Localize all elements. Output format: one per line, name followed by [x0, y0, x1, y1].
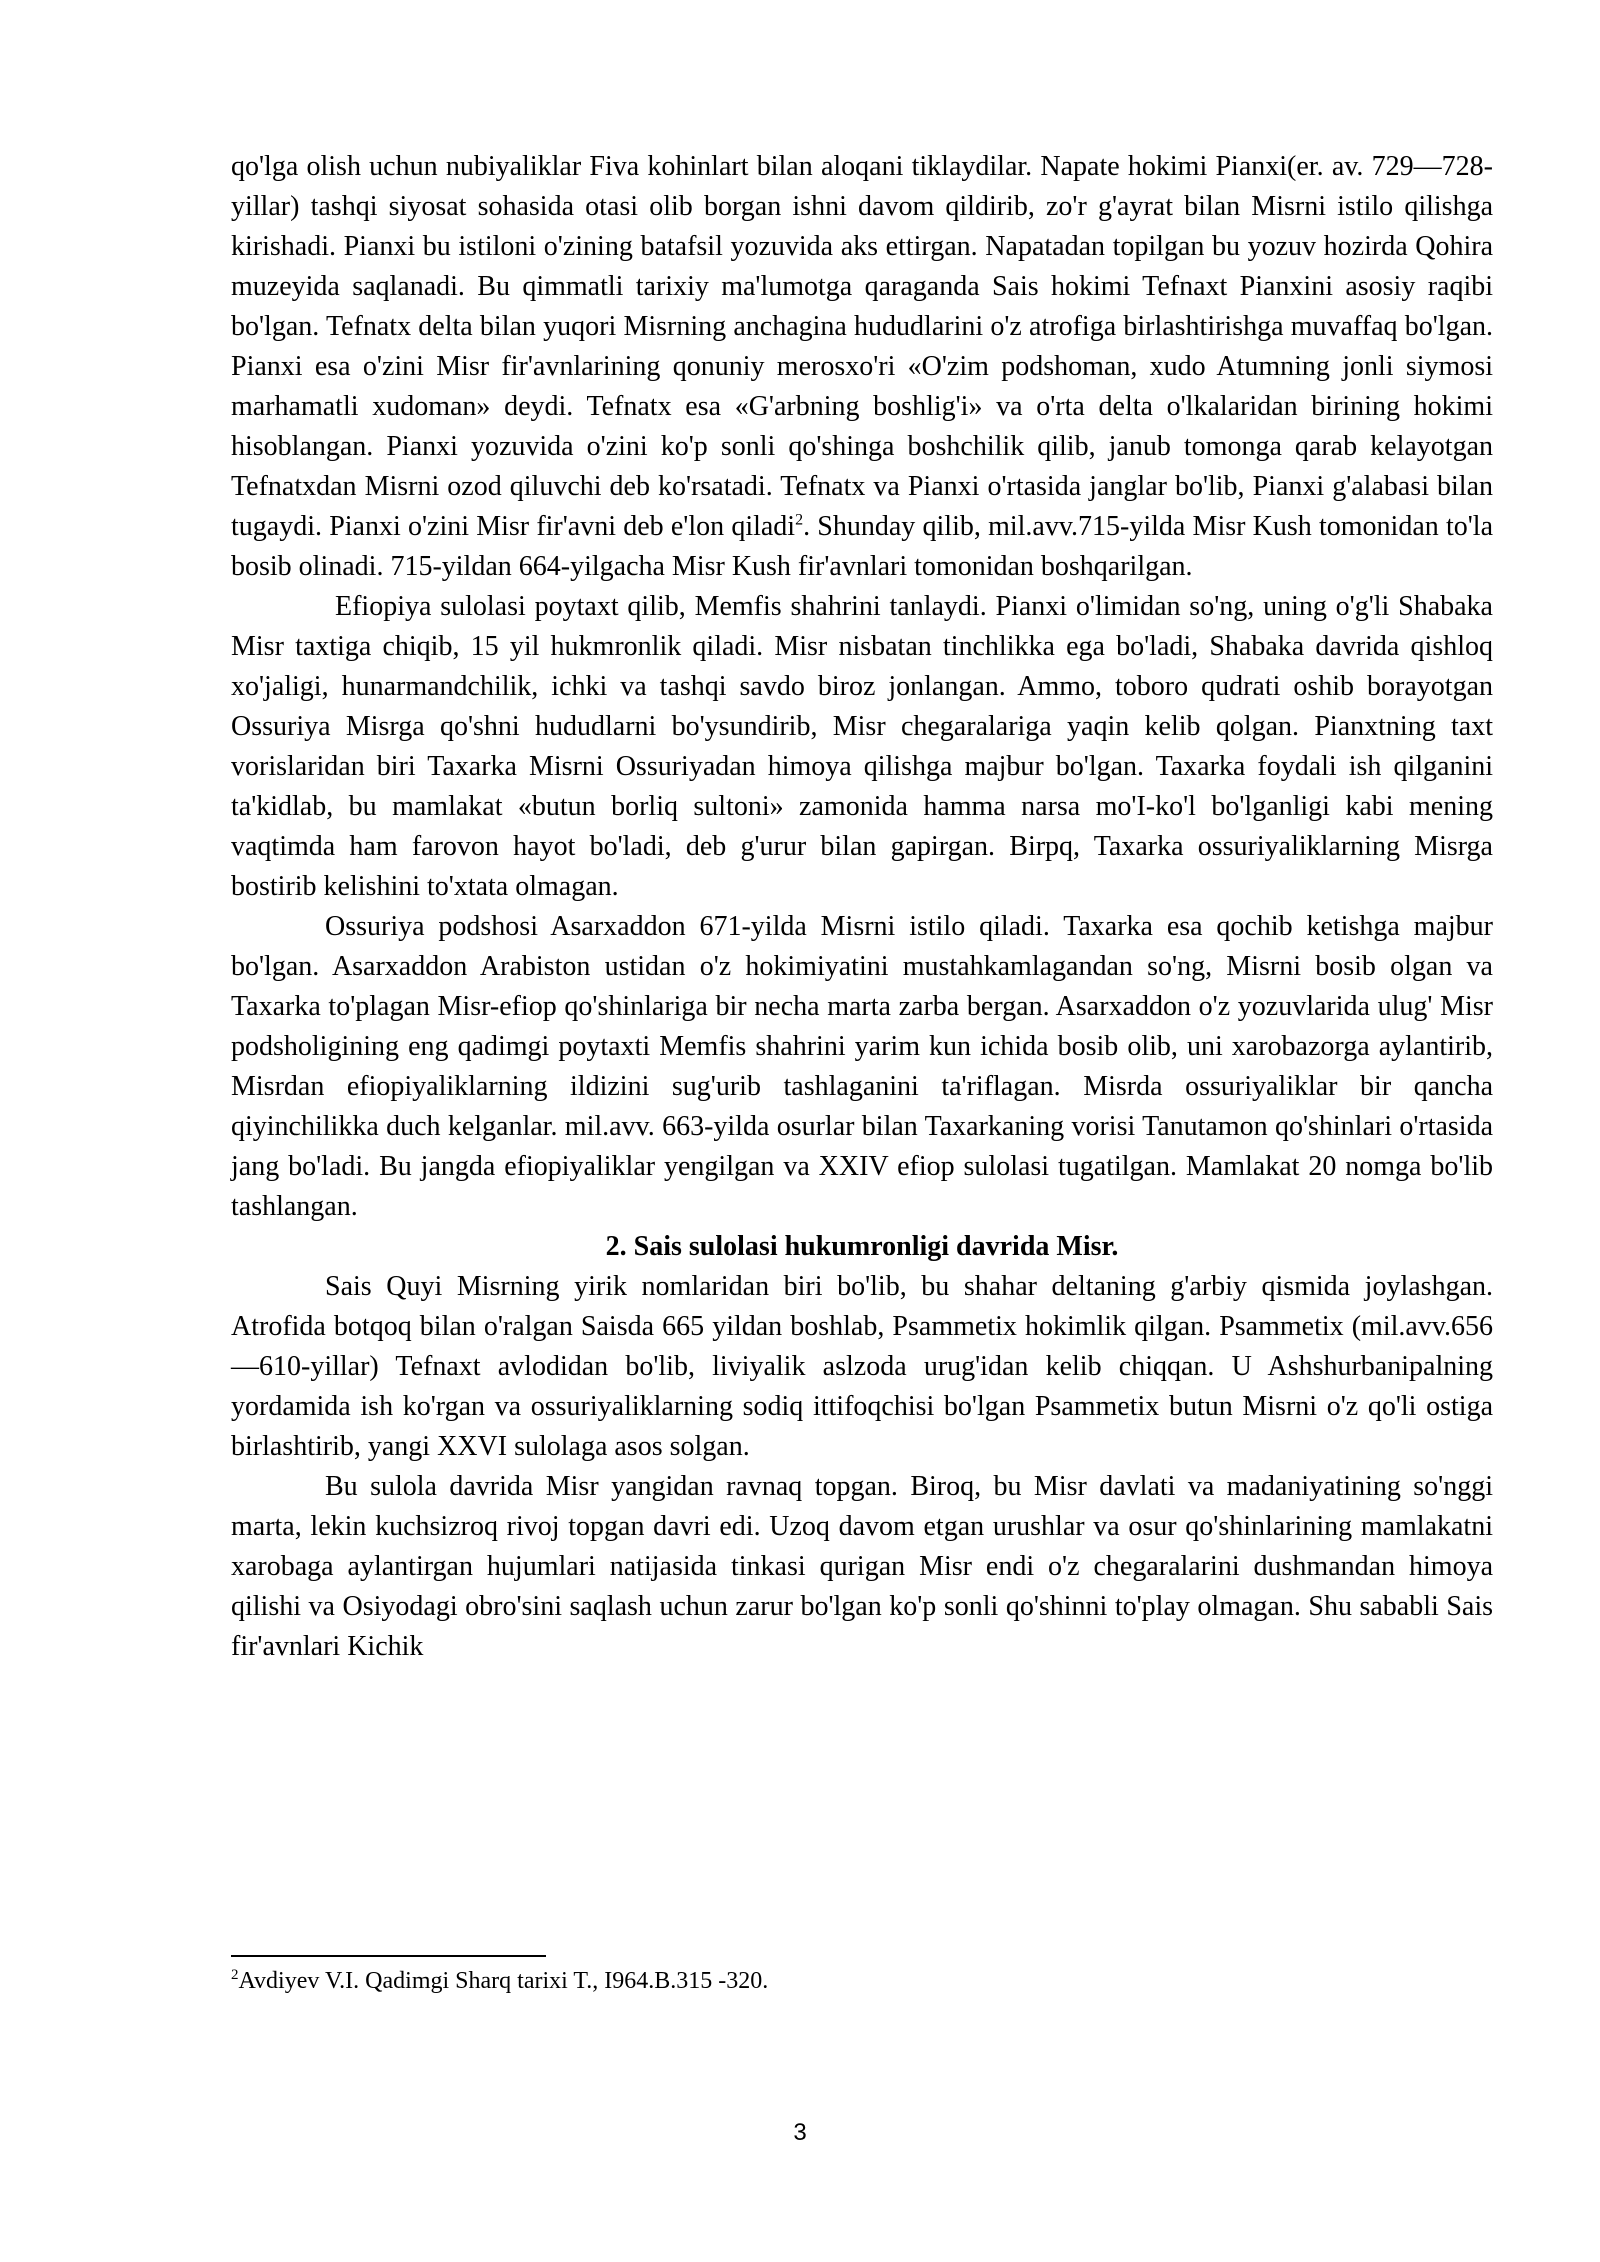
section-heading: 2. Sais sulolasi hukumronligi davrida Misr.	[605, 1231, 1119, 1262]
paragraph-1-tail: . Shunday qilib, mil.avv.715-yilda Misr Kush tomonidan to'la bosib olinadi. 715-yildan 664-yilgacha Misr Kush fir'avnlari tomonidan boshqarilgan.	[231, 511, 1493, 582]
footnote-text: Avdiyev V.I. Qadimgi Sharq tarixi T., I964.B.315 -320.	[238, 1968, 769, 1994]
footnote-marker: 2	[231, 1967, 239, 1983]
footnote-separator	[231, 1955, 546, 1957]
page-number: 3	[793, 2119, 807, 2146]
footnote-reference: 2	[795, 511, 804, 529]
paragraph-4: Sais Quyi Misrning yirik nomlaridan biri bo'lib, bu shahar deltaning g'arbiy qismida joylashgan. Atrofida botqoq bilan o'ralgan Saisda 665 yildan boshlab, Psammetix hokimlik qilgan. Psammetix (mil.avv.656—610-yillar) Tefnaxt avlodidan bo'lib, liviyalik aslzoda urug'idan kelib chiqqan. U Ashshurbanipalning yordamida ish ko'rgan va ossuriyaliklarning sodiq ittifoqchisi bo'lgan Psammetix butun Misrni o'z qo'li ostiga birlashtirib, yangi XXVI sulolaga asos solgan.	[231, 1271, 1493, 1462]
paragraph-1	[231, 147, 1493, 587]
paragraph-2: Efiopiya sulolasi poytaxt qilib, Memfis shahrini tanlaydi. Pianxi o'limidan so'ng, uning o'g'li Shabaka Misr taxtiga chiqib, 15 yil hukmronlik qiladi. Misr nisbatan tinchlikka ega bo'ladi, Shabaka davrida qishloq xo'jaligi, hunarmandchilik, ichki va tashqi savdo biroz jonlangan. Ammo, toboro qudrati oshib borayotgan Ossuriya Misrga qo'shni hududlarni bo'ysundirib, Misr chegaralariga yaqin kelib qolgan. Pianxtning taxt vorislaridan biri Taxarka Misrni Ossuriyadan himoya qilishga majbur bo'lgan. Taxarka foydali ish qilganini ta'kidlab, bu mamlakat «butun borliq sultoni» zamonida hamma narsa mo'I-ko'l bo'lganligi kabi mening vaqtimda ham farovon hayot bo'ladi, deb g'urur bilan gapirgan. Birpq, Taxarka ossuriyaliklarning Misrga bostirib kelishini to'xtata olmagan.	[231, 591, 1493, 902]
paragraph-1-text: qo'lga olish uchun nubiyaliklar Fiva kohinlart bilan aloqani tiklaydilar. Napate hokimi Pianxi(er. av. 729—728-yillar) tashqi siyosat sohasida otasi olib borgan ishni davom qildirib, zo'r g'ayrat bilan Misrni istilo qilishga kirishadi. Pianxi bu istiloni o'zining batafsil yozuvida aks ettirgan. Napatadan topilgan bu yozuv hozirda Qohira muzeyida saqlanadi. Bu qimmatli tarixiy ma'lumotga qaraganda Sais hokimi Tefnaxt Pianxini asosiy raqibi bo'lgan. Tefnatx delta bilan yuqori Misrning anchagina hududlarini o'z atrofiga birlashtirishga muvaffaq bo'lgan. Pianxi esa o'zini Misr fir'avnlarining qonuniy merosxo'ri «O'zim podshoman, xudo Atumning jonli siymosi marhamatli xudoman» deydi. Tefnatx esa «G'arbning boshlig'i» va o'rta delta o'lkalaridan birining hokimi hisoblangan. Pianxi yozuvida o'zini ko'p sonli qo'shinga boshchilik qilib, janub tomonga qarab kelayotgan Tefnatxdan Misrni ozod qiluvchi deb ko'rsatadi. Tefnatx va Pianxi o'rtasida janglar bo'lib, Pianxi g'alabasi bilan tugaydi. Pianxi o'zini Misr fir'avni deb e'lon qiladi	[231, 151, 1493, 542]
paragraph-3: Ossuriya podshosi Asarxaddon 671-yilda Misrni istilo qiladi. Taxarka esa qochib ketishga majbur bo'lgan. Asarxaddon Arabiston ustidan o'z hokimiyatini mustahkamlagandan so'ng, Misrni bosib olgan va Taxarka to'plagan Misr-efiop qo'shinlariga bir necha marta zarba bergan. Asarxaddon o'z yozuvlarida ulug' Misr podsholigining eng qadimgi poytaxti Memfis shahrini yarim kun ichida bosib olib, uni xarobazorga aylantirib, Misrdan efiopiyaliklarning ildizini sug'urib tashlaganini ta'riflagan. Misrda ossuriyaliklar bir qancha qiyinchilikka duch kelganlar. mil.avv. 663-yilda osurlar bilan Taxarkaning vorisi Tanutamon qo'shinlari o'rtasida jang bo'ladi. Bu jangda efiopiyaliklar yengilgan va XXIV efiop sulolasi tugatilgan. Mamlakat 20 nomga bo'lib tashlangan.	[231, 911, 1493, 1222]
footnote	[231, 1964, 1431, 1998]
paragraph-5: Bu sulola davrida Misr yangidan ravnaq topgan. Biroq, bu Misr davlati va madaniyatining so'nggi marta, lekin kuchsizroq rivoj topgan davri edi. Uzoq davom etgan urushlar va osur qo'shinlarining mamlakatni xarobaga aylantirgan hujumlari natijasida tinkasi qurigan Misr endi o'z chegaralarini dushmandan himoya qilishi va Osiyodagi obro'sini saqlash uchun zarur bo'lgan ko'p sonli qo'shinni to'play olmagan. Shu sababli Sais fir'avnlari Kichik	[231, 1471, 1493, 1662]
body-text	[231, 147, 1493, 1667]
